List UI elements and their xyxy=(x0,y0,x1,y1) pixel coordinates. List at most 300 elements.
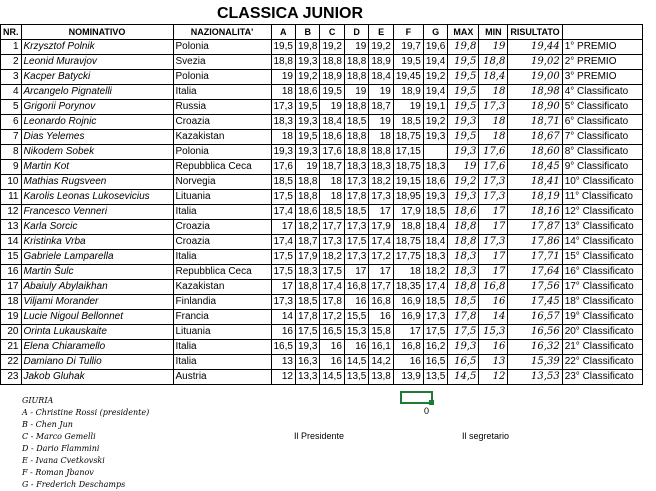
table-cell[interactable]: 18,2 xyxy=(369,175,393,190)
table-cell[interactable]: 19,5 xyxy=(271,40,295,55)
table-cell[interactable]: 13,5 xyxy=(344,370,368,385)
table-cell[interactable]: 17,5 xyxy=(448,325,479,340)
table-cell[interactable]: 19,2 xyxy=(423,70,447,85)
table-cell[interactable]: 14,5 xyxy=(320,370,344,385)
selected-cell[interactable] xyxy=(400,391,433,404)
table-cell[interactable]: 18,95 xyxy=(393,190,423,205)
table-cell[interactable]: 17 xyxy=(479,205,508,220)
table-cell[interactable]: 16 xyxy=(320,340,344,355)
table-cell[interactable]: 19,5 xyxy=(320,85,344,100)
table-cell[interactable]: 18,4 xyxy=(423,235,447,250)
table-cell[interactable]: 18,8 xyxy=(295,175,319,190)
table-cell[interactable]: Lituania xyxy=(173,190,271,205)
table-cell[interactable]: Jakob Gluhak xyxy=(21,370,173,385)
table-cell[interactable]: Martin Kot xyxy=(21,160,173,175)
table-cell[interactable]: 10° Classificato xyxy=(562,175,642,190)
table-cell[interactable]: 18,19 xyxy=(508,190,562,205)
table-cell[interactable] xyxy=(423,145,447,160)
table-cell[interactable]: 17 xyxy=(271,220,295,235)
table-cell[interactable]: 16 xyxy=(344,295,368,310)
table-cell[interactable]: 3 xyxy=(1,70,22,85)
table-cell[interactable]: 14,5 xyxy=(344,355,368,370)
table-cell[interactable]: 18,8 xyxy=(393,220,423,235)
header-cell[interactable]: C xyxy=(320,25,344,40)
table-cell[interactable]: 17,6 xyxy=(271,160,295,175)
table-cell[interactable]: 6 xyxy=(1,115,22,130)
table-cell[interactable]: 19,2 xyxy=(448,175,479,190)
table-cell[interactable]: 19 xyxy=(344,40,368,55)
table-cell[interactable]: 19,5 xyxy=(448,100,479,115)
table-cell[interactable]: 16,8 xyxy=(369,295,393,310)
table-cell[interactable]: 18° Classificato xyxy=(562,295,642,310)
table-cell[interactable]: 13 xyxy=(479,355,508,370)
table-cell[interactable]: 14 xyxy=(479,310,508,325)
table-cell[interactable]: Italia xyxy=(173,250,271,265)
table-cell[interactable]: 16,8 xyxy=(393,340,423,355)
table-cell[interactable]: 17,8 xyxy=(320,295,344,310)
table-cell[interactable]: Austria xyxy=(173,370,271,385)
table-cell[interactable]: 16,57 xyxy=(508,310,562,325)
table-cell[interactable]: 19,7 xyxy=(393,40,423,55)
table-cell[interactable]: Arcangelo Pignatelli xyxy=(21,85,173,100)
table-cell[interactable]: 18,5 xyxy=(295,295,319,310)
table-cell[interactable]: 18,8 xyxy=(344,55,368,70)
table-cell[interactable]: 19,00 xyxy=(508,70,562,85)
table-cell[interactable]: 13,3 xyxy=(295,370,319,385)
table-cell[interactable]: 17 xyxy=(271,280,295,295)
table-cell[interactable]: 19,44 xyxy=(508,40,562,55)
table-cell[interactable]: 17 xyxy=(369,265,393,280)
table-cell[interactable]: 12 xyxy=(479,370,508,385)
table-cell[interactable]: 17,6 xyxy=(479,160,508,175)
table-cell[interactable]: Croazia xyxy=(173,115,271,130)
table-cell[interactable]: 19,5 xyxy=(295,100,319,115)
table-cell[interactable]: 18,8 xyxy=(344,145,368,160)
table-cell[interactable]: 19,3 xyxy=(448,190,479,205)
table-cell[interactable]: 18,8 xyxy=(295,190,319,205)
table-cell[interactable]: 19 xyxy=(1,310,22,325)
table-cell[interactable]: 19,5 xyxy=(448,55,479,70)
table-cell[interactable]: 18,4 xyxy=(320,115,344,130)
table-cell[interactable]: 18,5 xyxy=(344,205,368,220)
table-cell[interactable]: 17,3 xyxy=(271,295,295,310)
table-cell[interactable]: 16 xyxy=(344,340,368,355)
table-cell[interactable]: Leonid Muravjov xyxy=(21,55,173,70)
table-cell[interactable]: 19,1 xyxy=(423,100,447,115)
table-cell[interactable]: Karla Sorcic xyxy=(21,220,173,235)
table-cell[interactable]: 18,3 xyxy=(448,250,479,265)
header-cell[interactable]: NAZIONALITA' xyxy=(173,25,271,40)
table-cell[interactable]: 19 xyxy=(344,85,368,100)
cell-value[interactable]: 0 xyxy=(424,406,430,416)
table-cell[interactable]: 15,3 xyxy=(479,325,508,340)
table-cell[interactable]: 18 xyxy=(369,130,393,145)
table-cell[interactable]: Repubblica Ceca xyxy=(173,160,271,175)
table-cell[interactable]: 18 xyxy=(479,115,508,130)
table-cell[interactable]: Repubblica Ceca xyxy=(173,265,271,280)
table-cell[interactable]: 17,3 xyxy=(479,235,508,250)
table-cell[interactable]: 16,9 xyxy=(393,295,423,310)
table-cell[interactable]: 18,2 xyxy=(295,220,319,235)
fill-handle[interactable] xyxy=(429,400,434,405)
table-cell[interactable]: 18 xyxy=(393,265,423,280)
table-cell[interactable]: 19,5 xyxy=(295,130,319,145)
table-cell[interactable]: 13 xyxy=(1,220,22,235)
table-cell[interactable]: 18,9 xyxy=(393,85,423,100)
table-cell[interactable]: 17,3 xyxy=(320,235,344,250)
table-cell[interactable]: 17,8 xyxy=(295,310,319,325)
table-cell[interactable]: 18,75 xyxy=(393,130,423,145)
table-cell[interactable]: 21 xyxy=(1,340,22,355)
table-cell[interactable]: 18,8 xyxy=(320,55,344,70)
table-cell[interactable]: 16 xyxy=(1,265,22,280)
table-cell[interactable]: 19,3 xyxy=(271,145,295,160)
table-cell[interactable]: 16,5 xyxy=(423,355,447,370)
table-cell[interactable]: 19,3 xyxy=(448,145,479,160)
table-cell[interactable]: 18,4 xyxy=(423,220,447,235)
table-cell[interactable]: 13,9 xyxy=(393,370,423,385)
table-cell[interactable]: 17,87 xyxy=(508,220,562,235)
table-cell[interactable]: 18,45 xyxy=(508,160,562,175)
table-cell[interactable]: 18,3 xyxy=(369,160,393,175)
table-cell[interactable]: 12° Classificato xyxy=(562,205,642,220)
table-cell[interactable]: 2° PREMIO xyxy=(562,55,642,70)
table-cell[interactable]: 19,5 xyxy=(393,55,423,70)
table-cell[interactable]: 18,6 xyxy=(320,130,344,145)
table-cell[interactable]: 17,45 xyxy=(508,295,562,310)
header-cell[interactable]: MAX xyxy=(448,25,479,40)
table-cell[interactable]: 16,8 xyxy=(344,280,368,295)
table-cell[interactable]: 18,5 xyxy=(271,175,295,190)
table-cell[interactable]: 17,5 xyxy=(271,190,295,205)
table-cell[interactable]: 18,8 xyxy=(479,55,508,70)
table-cell[interactable]: Mathias Rugsveen xyxy=(21,175,173,190)
table-cell[interactable]: 19,5 xyxy=(448,85,479,100)
header-cell[interactable]: E xyxy=(369,25,393,40)
table-cell[interactable]: Francia xyxy=(173,310,271,325)
table-cell[interactable]: 15,39 xyxy=(508,355,562,370)
table-cell[interactable]: 17,8 xyxy=(344,190,368,205)
table-cell[interactable]: 19,8 xyxy=(295,40,319,55)
table-cell[interactable]: Kacper Batycki xyxy=(21,70,173,85)
table-cell[interactable]: 18,4 xyxy=(479,70,508,85)
header-cell[interactable]: B xyxy=(295,25,319,40)
table-cell[interactable]: 17,5 xyxy=(271,250,295,265)
table-cell[interactable]: 19 xyxy=(369,115,393,130)
table-cell[interactable]: 17 xyxy=(344,265,368,280)
table-cell[interactable]: 1 xyxy=(1,40,22,55)
table-cell[interactable]: 17 xyxy=(369,205,393,220)
table-cell[interactable]: 18,90 xyxy=(508,100,562,115)
table-cell[interactable]: 18,2 xyxy=(320,250,344,265)
table-cell[interactable]: 19,3 xyxy=(423,130,447,145)
table-cell[interactable]: 18,9 xyxy=(320,70,344,85)
table-cell[interactable]: 17,3 xyxy=(271,100,295,115)
table-cell[interactable]: 16,8 xyxy=(479,280,508,295)
table-cell[interactable]: 17° Classificato xyxy=(562,280,642,295)
table-cell[interactable]: 18,41 xyxy=(508,175,562,190)
table-cell[interactable]: 18,8 xyxy=(369,145,393,160)
table-cell[interactable]: 17,4 xyxy=(271,235,295,250)
table-cell[interactable]: 16 xyxy=(320,355,344,370)
table-cell[interactable]: 23 xyxy=(1,370,22,385)
table-cell[interactable]: 18,6 xyxy=(295,205,319,220)
table-cell[interactable]: 18,5 xyxy=(448,295,479,310)
table-cell[interactable]: 15,3 xyxy=(344,325,368,340)
table-cell[interactable]: 17,6 xyxy=(479,145,508,160)
table-cell[interactable]: 17,4 xyxy=(271,205,295,220)
table-cell[interactable]: 11° Classificato xyxy=(562,190,642,205)
table-cell[interactable]: 17,3 xyxy=(344,250,368,265)
table-cell[interactable]: 18 xyxy=(1,295,22,310)
table-cell[interactable]: 17,75 xyxy=(393,250,423,265)
table-cell[interactable]: Martin Šulc xyxy=(21,265,173,280)
header-cell[interactable]: D xyxy=(344,25,368,40)
table-cell[interactable]: 17,3 xyxy=(369,190,393,205)
table-cell[interactable]: 13,53 xyxy=(508,370,562,385)
table-cell[interactable]: 23° Classificato xyxy=(562,370,642,385)
table-cell[interactable]: 19,45 xyxy=(393,70,423,85)
table-cell[interactable]: Kazakistan xyxy=(173,130,271,145)
table-cell[interactable]: 7° Classificato xyxy=(562,130,642,145)
table-cell[interactable]: 18,75 xyxy=(393,160,423,175)
table-cell[interactable]: 18,6 xyxy=(295,85,319,100)
table-cell[interactable]: 16 xyxy=(393,355,423,370)
table-cell[interactable]: Gabriele Lamparella xyxy=(21,250,173,265)
table-cell[interactable]: 12 xyxy=(271,370,295,385)
table-cell[interactable]: 15° Classificato xyxy=(562,250,642,265)
table-cell[interactable]: Orinta Lukauskaite xyxy=(21,325,173,340)
table-cell[interactable]: 14 xyxy=(1,235,22,250)
table-cell[interactable]: 4° Classificato xyxy=(562,85,642,100)
header-cell[interactable]: F xyxy=(393,25,423,40)
table-cell[interactable]: 18,6 xyxy=(448,205,479,220)
table-cell[interactable]: 19,2 xyxy=(320,40,344,55)
table-cell[interactable]: 16,2 xyxy=(423,340,447,355)
table-cell[interactable]: 18,8 xyxy=(295,280,319,295)
table-cell[interactable]: 19° Classificato xyxy=(562,310,642,325)
table-cell[interactable]: 22 xyxy=(1,355,22,370)
table-cell[interactable]: 16 xyxy=(479,340,508,355)
table-cell[interactable]: 3° PREMIO xyxy=(562,70,642,85)
table-cell[interactable]: 18 xyxy=(271,85,295,100)
table-cell[interactable]: 19 xyxy=(271,70,295,85)
table-cell[interactable]: 17,3 xyxy=(344,175,368,190)
table-cell[interactable]: 18,3 xyxy=(423,250,447,265)
table-cell[interactable]: 19,15 xyxy=(393,175,423,190)
table-cell[interactable]: 19,3 xyxy=(448,115,479,130)
table-cell[interactable]: 17,3 xyxy=(423,310,447,325)
table-cell[interactable]: 18,3 xyxy=(423,160,447,175)
table-cell[interactable]: 17,5 xyxy=(271,265,295,280)
table-cell[interactable]: 17,15 xyxy=(393,145,423,160)
table-cell[interactable]: Polonia xyxy=(173,145,271,160)
table-cell[interactable]: 18,8 xyxy=(344,70,368,85)
table-cell[interactable]: 18,8 xyxy=(271,55,295,70)
table-cell[interactable]: Karolis Leonas Lukosevicius xyxy=(21,190,173,205)
table-cell[interactable]: 17,3 xyxy=(479,100,508,115)
table-cell[interactable]: Dias Yelemes xyxy=(21,130,173,145)
table-cell[interactable]: 19 xyxy=(448,160,479,175)
table-cell[interactable]: 13,8 xyxy=(369,370,393,385)
table-cell[interactable]: 15,5 xyxy=(344,310,368,325)
table-cell[interactable]: 18,8 xyxy=(344,130,368,145)
table-cell[interactable]: 18,67 xyxy=(508,130,562,145)
table-cell[interactable]: 14,5 xyxy=(448,370,479,385)
table-cell[interactable]: 18,6 xyxy=(423,175,447,190)
table-cell[interactable]: 20° Classificato xyxy=(562,325,642,340)
table-cell[interactable]: 22° Classificato xyxy=(562,355,642,370)
table-cell[interactable]: 17,4 xyxy=(320,280,344,295)
table-cell[interactable]: 18,5 xyxy=(393,115,423,130)
table-cell[interactable]: 16,32 xyxy=(508,340,562,355)
table-cell[interactable]: 17,5 xyxy=(295,325,319,340)
table-cell[interactable]: 16 xyxy=(479,295,508,310)
table-cell[interactable]: 13° Classificato xyxy=(562,220,642,235)
table-cell[interactable]: 19,6 xyxy=(423,40,447,55)
table-cell[interactable]: Italia xyxy=(173,355,271,370)
header-cell[interactable]: NOMINATIVO xyxy=(21,25,173,40)
table-cell[interactable]: 12 xyxy=(1,205,22,220)
table-cell[interactable]: 17,71 xyxy=(508,250,562,265)
table-cell[interactable]: 19,2 xyxy=(369,40,393,55)
table-cell[interactable]: 6° Classificato xyxy=(562,115,642,130)
table-cell[interactable]: 19,3 xyxy=(295,145,319,160)
table-cell[interactable]: 17,4 xyxy=(369,235,393,250)
table-cell[interactable]: Krzysztof Polnik xyxy=(21,40,173,55)
table-cell[interactable]: Polonia xyxy=(173,70,271,85)
table-cell[interactable]: 16,3 xyxy=(295,355,319,370)
table-cell[interactable]: 18 xyxy=(479,130,508,145)
table-cell[interactable]: Italia xyxy=(173,205,271,220)
table-cell[interactable]: 18 xyxy=(271,130,295,145)
table-cell[interactable]: Grigorii Porynov xyxy=(21,100,173,115)
table-cell[interactable]: 18,8 xyxy=(344,100,368,115)
table-cell[interactable]: 17,2 xyxy=(320,310,344,325)
table-cell[interactable]: 17 xyxy=(1,280,22,295)
table-cell[interactable]: 5 xyxy=(1,100,22,115)
table-cell[interactable]: 18,3 xyxy=(344,160,368,175)
table-cell[interactable]: 19 xyxy=(479,40,508,55)
table-cell[interactable]: 18,8 xyxy=(448,235,479,250)
table-cell[interactable]: 19,8 xyxy=(448,40,479,55)
table-cell[interactable]: 18,8 xyxy=(448,220,479,235)
header-cell[interactable]: MIN xyxy=(479,25,508,40)
table-cell[interactable]: 17 xyxy=(393,325,423,340)
table-cell[interactable]: 18,7 xyxy=(295,235,319,250)
table-cell[interactable]: Abaiuly Abylaikhan xyxy=(21,280,173,295)
table-cell[interactable]: 18,75 xyxy=(393,235,423,250)
table-cell[interactable]: Lucie Nigoul Bellonnet xyxy=(21,310,173,325)
table-cell[interactable]: 18,16 xyxy=(508,205,562,220)
table-cell[interactable]: Kristinka Vrba xyxy=(21,235,173,250)
table-cell[interactable]: 19,3 xyxy=(423,190,447,205)
table-cell[interactable]: 17,9 xyxy=(295,250,319,265)
table-cell[interactable]: 17,56 xyxy=(508,280,562,295)
table-cell[interactable]: 15,8 xyxy=(369,325,393,340)
table-cell[interactable]: Italia xyxy=(173,340,271,355)
table-cell[interactable]: 18,71 xyxy=(508,115,562,130)
header-cell[interactable]: RISULTATO xyxy=(508,25,562,40)
table-cell[interactable]: 17,5 xyxy=(344,235,368,250)
table-cell[interactable]: Francesco Venneri xyxy=(21,205,173,220)
table-cell[interactable]: 17 xyxy=(479,250,508,265)
table-cell[interactable]: Polonia xyxy=(173,40,271,55)
table-cell[interactable]: 17,9 xyxy=(393,205,423,220)
table-cell[interactable]: 7 xyxy=(1,130,22,145)
table-cell[interactable]: 18,35 xyxy=(393,280,423,295)
table-cell[interactable]: 18,5 xyxy=(423,295,447,310)
table-cell[interactable]: 18,3 xyxy=(295,265,319,280)
table-cell[interactable]: 18,9 xyxy=(369,55,393,70)
table-cell[interactable]: 19,3 xyxy=(448,340,479,355)
table-cell[interactable]: 13 xyxy=(271,355,295,370)
table-cell[interactable]: 17,5 xyxy=(423,325,447,340)
table-cell[interactable]: 18,5 xyxy=(344,115,368,130)
header-cell[interactable] xyxy=(562,25,642,40)
table-cell[interactable]: 16,56 xyxy=(508,325,562,340)
table-cell[interactable]: Damiano Di Tullio xyxy=(21,355,173,370)
table-cell[interactable]: 2 xyxy=(1,55,22,70)
table-cell[interactable]: 17,7 xyxy=(320,220,344,235)
table-cell[interactable]: 19 xyxy=(393,100,423,115)
table-cell[interactable]: 18 xyxy=(479,85,508,100)
table-cell[interactable]: 17,5 xyxy=(320,265,344,280)
table-cell[interactable]: 16 xyxy=(271,325,295,340)
table-cell[interactable]: 9 xyxy=(1,160,22,175)
table-cell[interactable]: 17 xyxy=(479,220,508,235)
table-cell[interactable]: Leonardo Rojnic xyxy=(21,115,173,130)
table-cell[interactable]: 18,7 xyxy=(320,160,344,175)
table-cell[interactable]: 4 xyxy=(1,85,22,100)
table-cell[interactable]: 8° Classificato xyxy=(562,145,642,160)
table-cell[interactable]: 11 xyxy=(1,190,22,205)
table-cell[interactable]: Elena Chiaramello xyxy=(21,340,173,355)
table-cell[interactable]: 18,8 xyxy=(448,280,479,295)
table-cell[interactable]: 19,4 xyxy=(423,55,447,70)
table-cell[interactable]: 18,5 xyxy=(423,205,447,220)
table-cell[interactable]: 19,5 xyxy=(448,130,479,145)
table-cell[interactable]: Norvegia xyxy=(173,175,271,190)
table-cell[interactable]: 18,2 xyxy=(423,265,447,280)
table-cell[interactable]: 19,02 xyxy=(508,55,562,70)
table-cell[interactable]: 16,5 xyxy=(271,340,295,355)
table-cell[interactable]: 19,5 xyxy=(448,70,479,85)
table-cell[interactable]: 20 xyxy=(1,325,22,340)
table-cell[interactable]: 17,3 xyxy=(479,190,508,205)
table-cell[interactable]: Russia xyxy=(173,100,271,115)
table-cell[interactable]: Croazia xyxy=(173,220,271,235)
table-cell[interactable]: 9° Classificato xyxy=(562,160,642,175)
table-cell[interactable]: 19 xyxy=(369,85,393,100)
table-cell[interactable]: 17,7 xyxy=(369,280,393,295)
table-cell[interactable]: 19 xyxy=(320,100,344,115)
table-cell[interactable]: 18,5 xyxy=(320,205,344,220)
table-cell[interactable]: 19,3 xyxy=(295,115,319,130)
table-cell[interactable]: Croazia xyxy=(173,235,271,250)
table-cell[interactable]: 17,6 xyxy=(320,145,344,160)
table-cell[interactable]: Kazakistan xyxy=(173,280,271,295)
header-cell[interactable]: NR. xyxy=(1,25,22,40)
table-cell[interactable]: 10 xyxy=(1,175,22,190)
table-cell[interactable]: 18,7 xyxy=(369,100,393,115)
table-cell[interactable]: 14,2 xyxy=(369,355,393,370)
table-cell[interactable]: 18,98 xyxy=(508,85,562,100)
table-cell[interactable]: 18 xyxy=(320,190,344,205)
table-cell[interactable]: 18,3 xyxy=(271,115,295,130)
table-cell[interactable]: 18 xyxy=(320,175,344,190)
table-cell[interactable]: 17 xyxy=(479,265,508,280)
